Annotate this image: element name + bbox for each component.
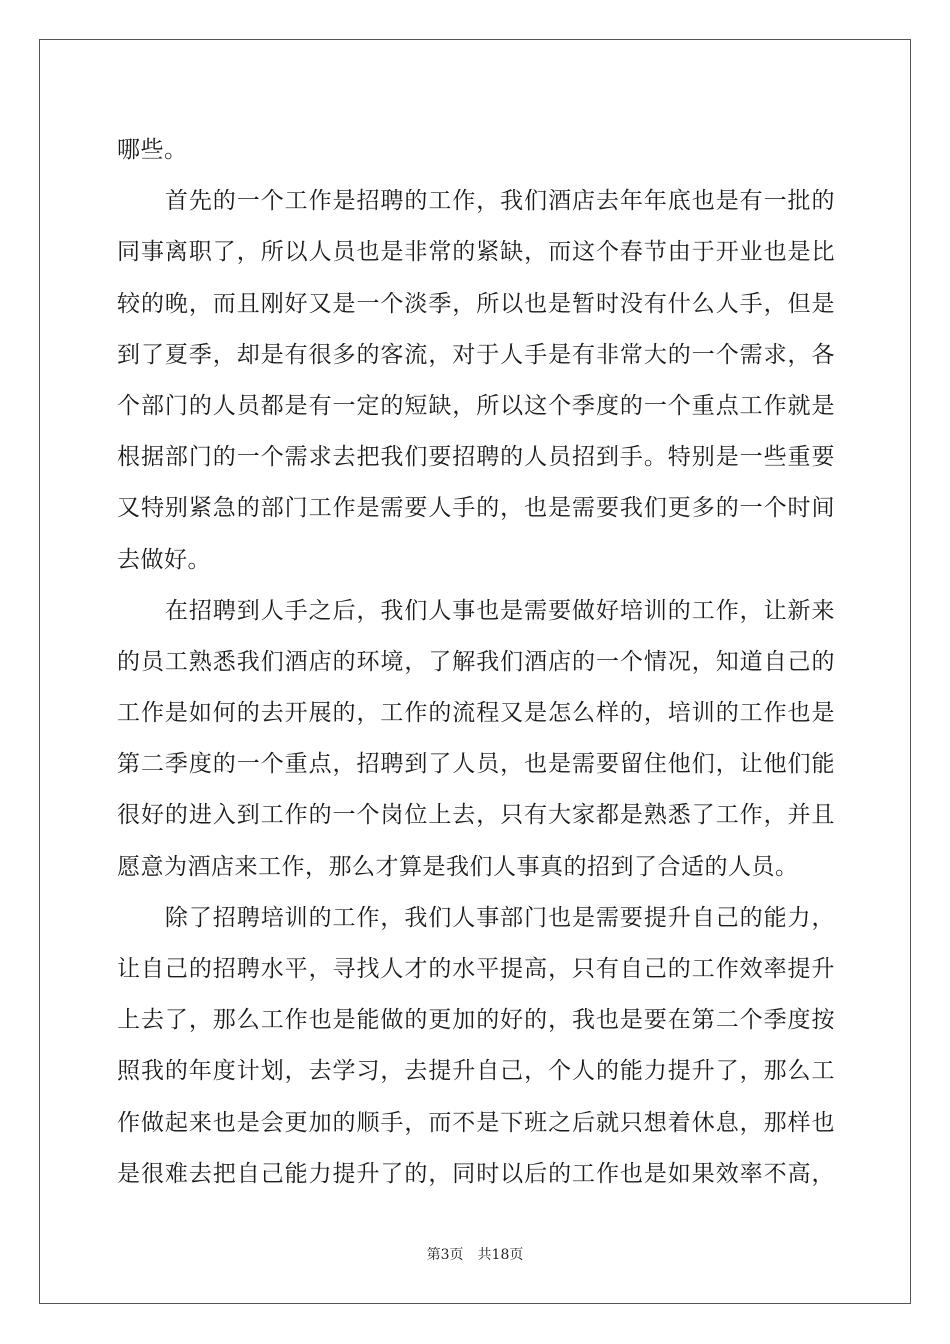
text-line: 首先的一个工作是招聘的工作，我们酒店去年年底也是有一批的 <box>117 188 835 215</box>
text-line: 除了招聘培训的工作，我们人事部门也是需要提升自己的能力， <box>117 904 835 931</box>
text-line: 照我的年度计划，去学习，去提升自己，个人的能力提升了，那么工 <box>117 1058 835 1085</box>
text-line: 的员工熟悉我们酒店的环境，了解我们酒店的一个情况，知道自己的 <box>117 648 835 675</box>
text-line: 在招聘到人手之后，我们人事也是需要做好培训的工作，让新来 <box>117 597 835 624</box>
text-line: 愿意为酒店来工作，那么才算是我们人事真的招到了合适的人员。 <box>117 853 799 880</box>
text-line: 到了夏季，却是有很多的客流，对于人手是有非常大的一个需求，各 <box>117 341 835 368</box>
text-line: 去做好。 <box>117 546 211 573</box>
text-line: 较的晚，而且刚好又是一个淡季，所以也是暂时没有什么人手，但是 <box>117 290 835 317</box>
text-line: 是很难去把自己能力提升了的，同时以后的工作也是如果效率不高， <box>117 1160 835 1187</box>
current-page-label: 第3页 <box>426 1247 464 1263</box>
text-line: 让自己的招聘水平，寻找人才的水平提高，只有自己的工作效率提升 <box>117 956 835 982</box>
text-line: 工作是如何的去开展的，工作的流程又是怎么样的，培训的工作也是 <box>117 700 835 727</box>
text-line: 个部门的人员都是有一定的短缺，所以这个季度的一个重点工作就是 <box>117 392 835 419</box>
text-line: 同事离职了，所以人员也是非常的紧缺，而这个春节由于开业也是比 <box>117 239 835 266</box>
text-line: 第二季度的一个重点，招聘到了人员，也是需要留住他们，让他们能 <box>117 751 835 778</box>
text-line: 又特别紧急的部门工作是需要人手的，也是需要我们更多的一个时间 <box>117 495 835 522</box>
text-line: 作做起来也是会更加的顺手，而不是下班之后就只想着休息，那样也 <box>117 1109 835 1136</box>
document-body <box>117 125 835 1200</box>
text-line: 根据部门的一个需求去把我们要招聘的人员招到手。特别是一些重要 <box>117 444 835 471</box>
text-line: 哪些。 <box>117 137 188 163</box>
text-line: 很好的进入到工作的一个岗位上去，只有大家都是熟悉了工作，并且 <box>117 802 835 829</box>
total-pages-label: 共18页 <box>477 1247 524 1263</box>
text-line: 上去了，那么工作也是能做的更加的好的，我也是要在第二个季度按 <box>117 1007 835 1034</box>
page-footer <box>0 1244 950 1264</box>
